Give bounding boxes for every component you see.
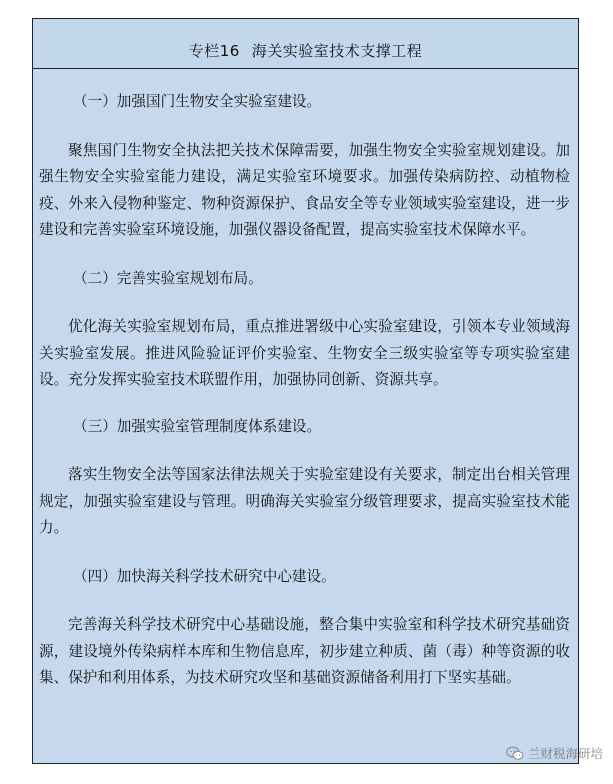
section-body-3: 落实生物安全法等国家法律法规关于实验室建设有关要求，制定出台相关管理规定，加强实验室建设与管理。明确海关实验室分级管理要求，提高实验室技术能力。 [39, 466, 570, 536]
watermark [506, 744, 603, 762]
section-heading-2: （二）完善实验室规划布局。 [73, 269, 263, 287]
section-body-1: 聚焦国门生物安全执法把关技术保障需要，加强生物安全实验室规划建设。加强生物安全实验室能力建设，满足实验室环境要求。加强传染病防控、动植物检疫、外来入侵物种鉴定、物种资源保护、食品安全等专业领域实验室建设，进一步建设和完善实验室环境设施，加强仪器设备配置，提高实验室技术保障水平。 [39, 141, 570, 238]
section-heading-1: （一）加强国门生物安全实验室建设。 [73, 93, 322, 110]
watermark-text: 兰财税海研培 [527, 746, 603, 761]
box-title [33, 19, 578, 69]
box-title-text: 海关实验室技术支撑工程 [251, 42, 423, 60]
box-content [33, 69, 578, 692]
section-heading-4: （四）加快海关科学技术研究中心建设。 [73, 567, 336, 585]
section-body-2: 优化海关实验室规划布局，重点推进署级中心实验室建设，引领本专业领域海关实验室发展。推进风险验证评价实验室、生物安全三级实验室等专项实验室建设。充分发挥实验室技术联盟作用，加强协同创新、资源共享。 [39, 318, 570, 388]
wechat-icon [506, 746, 524, 761]
section-body-4: 完善海关科学技术研究中心基础设施，整合集中实验室和科学技术研究基础资源，建设境外传染病样本库和生物信息库，初步建立种质、菌（毒）种等资源的收集、保护和利用体系，为技术研究攻坚和基础资源储备利用打下坚实基础。 [39, 616, 570, 686]
section-heading-3: （三）加强实验室管理制度体系建设。 [73, 417, 322, 435]
box-title-label: 专栏16 [188, 42, 240, 60]
feature-box [32, 18, 579, 764]
